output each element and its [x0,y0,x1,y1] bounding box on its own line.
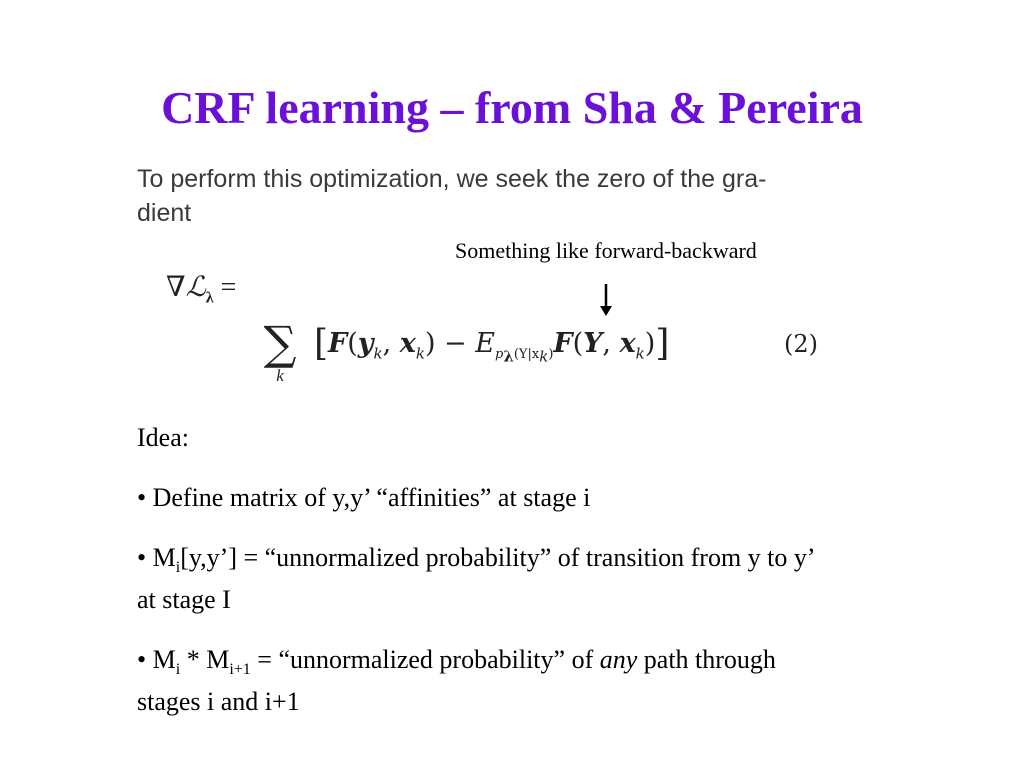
equals-sign: = [213,272,237,303]
var-x: x [399,328,416,359]
var-x-2: x [619,328,636,359]
summation [258,318,302,384]
expectation-subscript [494,347,554,366]
sum-index: k [276,366,284,385]
comma-2: , [602,328,620,359]
forward-backward-annotation: Something like forward-backward [455,238,757,263]
bullet-3-subscript-1: i [175,661,181,679]
comma-1: , [382,328,400,359]
p-symbol: p [494,347,504,362]
nabla-symbol: ∇ [166,272,186,303]
idea-section [137,422,837,746]
slide-title: CRF learning – from Sha & Pereira [161,82,863,133]
lambda-sub-2: λ [503,347,514,366]
sub-k-3: k [539,347,549,366]
sub-k-2: k [415,344,425,363]
bullet-2-prefix: • M [137,543,176,572]
expectation-e: E [475,328,495,359]
cond-close: ) [548,347,554,362]
script-l-symbol: ℒ [185,270,206,303]
bullet-2-text: [y,y’] = “unnormalized probability” of transition from y to y’ at stage I [137,543,814,615]
close-bracket: ] [655,323,670,364]
feature-f-2: F [553,328,573,359]
open-bracket: [ [314,323,329,364]
bullet-3-emphasis: any [599,645,638,675]
conditional: (Y|x [513,347,540,362]
feature-f: F [328,328,348,359]
bullet-2 [137,542,837,616]
equation-expression [314,324,669,373]
sub-k-4: k [635,344,645,363]
bullet-3-mid: * M [180,645,230,675]
var-y: y [357,328,374,359]
bullet-3-prefix: • M [137,645,176,675]
gradient-lhs [166,270,236,316]
sum-symbol: ∑ [263,316,297,370]
bullet-3-subscript-2: i+1 [229,661,251,679]
sub-k-1: k [373,344,383,363]
bullet-3-end: path through stages i and i+1 [137,645,776,717]
excerpt-line-1: To perform this optimization, we seek the zero of the gra- [137,165,767,193]
rparen: ) [644,328,656,359]
paper-excerpt [137,162,837,230]
equation-number: (2) [784,330,818,358]
var-big-y: Y [583,328,603,359]
lparen: ( [347,328,358,359]
bullet-3 [137,644,837,718]
bullet-3-text: = “unnormalized probability” of [250,645,600,675]
minus: ) − [424,328,476,359]
lambda-subscript: λ [205,289,214,307]
bullet-1: • Define matrix of y,y’ “affinities” at stage i [137,483,591,512]
excerpt-line-2: dient [137,199,192,227]
idea-heading: Idea: [137,423,189,452]
lparen-2: ( [572,328,584,359]
bullet-2-subscript: i [175,559,181,577]
down-arrow-icon [594,282,618,318]
